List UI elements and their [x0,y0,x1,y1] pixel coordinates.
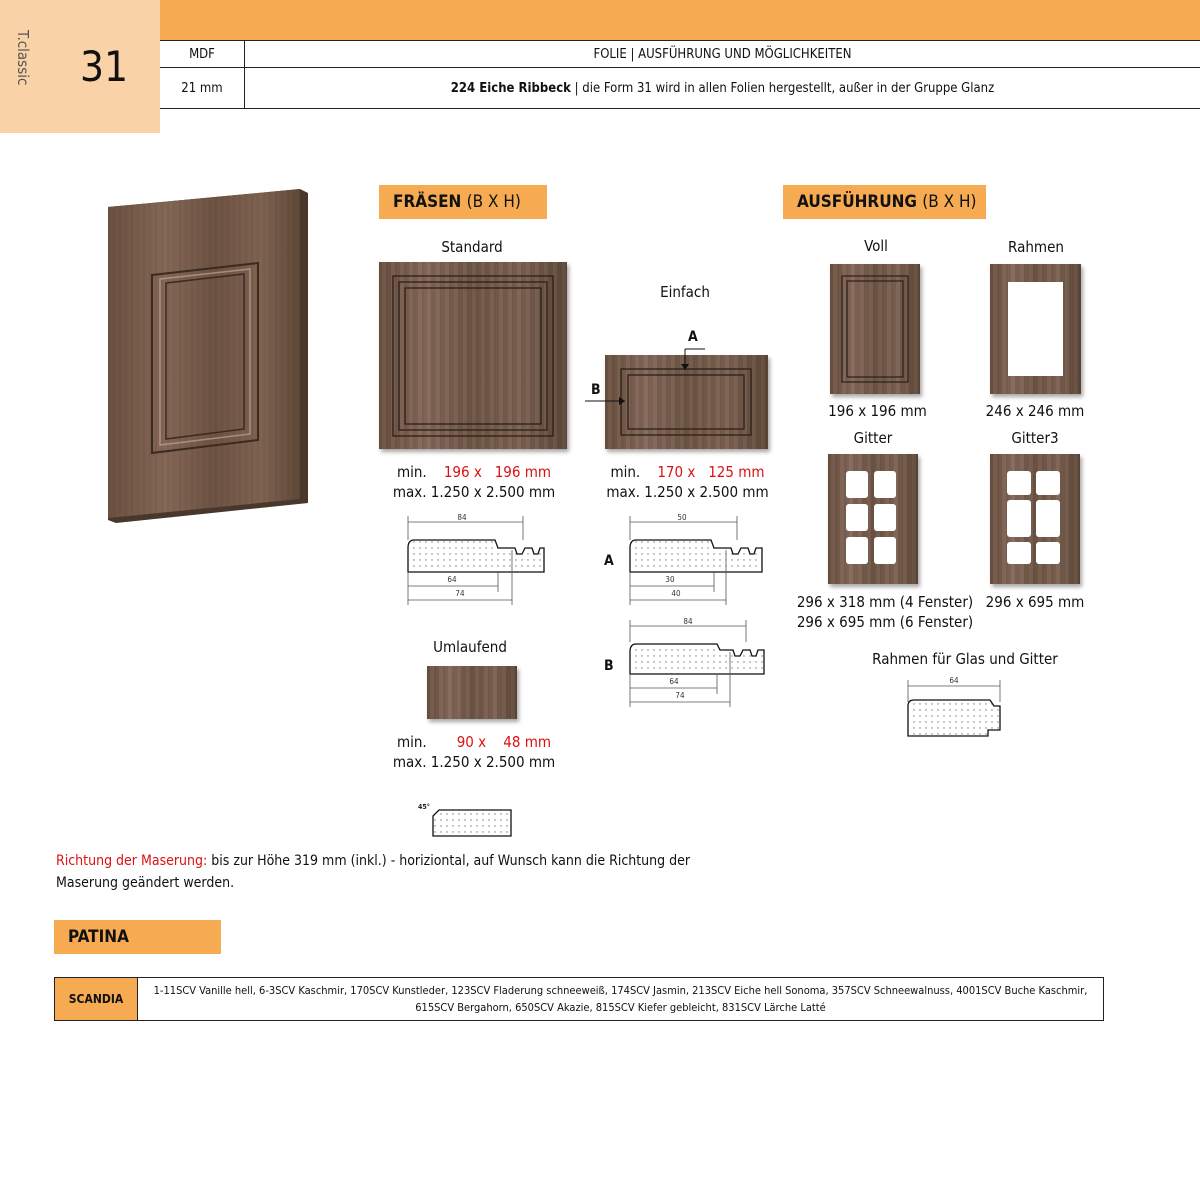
rahmen-opening [1008,282,1063,376]
ausfuehrung-header: AUSFÜHRUNG (B X H) [783,185,986,219]
standard-min: min. 196 x 196 mm [396,463,552,481]
scandia-colors: 1-11SCV Vanille hell, 6-3SCV Kaschmir, 170SCV Kunstleder, 123SCV Fladerung schneeweiß, 174SCV Jasmin, 213SCV Eiche hell Sonoma, 357SCV Schneewalnuss, 4001SCV Buche Kaschmir, 615SCV Bergahorn, 650SCV Akazie, 815SCV Kiefer gebleicht, 831SCV Lärche Latté [138,978,1104,1021]
umlaufend-sample [427,666,517,719]
standard-profile-top: 84 [457,513,467,522]
patina-header: PATINA [54,920,221,954]
spec-table [160,40,1200,109]
gitter3-size: 296 x 695 mm [985,593,1085,611]
door-product-image [100,185,315,525]
standard-profile-b2: 74 [455,589,465,598]
umlaufend-max: max. 1.250 x 2.500 mm [392,753,556,771]
brand-logo: T.classic [14,30,32,86]
rahmen-label: Rahmen [1008,238,1064,256]
gitter-size-1: 296 x 318 mm (4 Fenster) [796,593,974,611]
table-row [55,978,1104,1021]
standard-label: Standard [441,238,503,256]
umlaufend-label: Umlaufend [433,638,507,656]
frame-profile-top: 64 [949,676,959,685]
einfach-label: Einfach [660,283,710,301]
profile-b-b1: 64 [669,677,679,686]
umlaufend-min: min. 90 x 48 mm [396,733,552,751]
profile-a-b2: 40 [671,589,681,598]
rahmen-size: 246 x 246 mm [985,402,1085,420]
gitter3-label: Gitter3 [1011,429,1059,447]
mdf-header: MDF [160,41,245,68]
rahmen-sample [990,264,1081,394]
mdf-value: 21 mm [160,68,245,109]
grain-direction-note: Richtung der Maserung: bis zur Höhe 319 mm (inkl.) - horiziontal, auf Wunsch kann die Richtung der Maserung geändert werden. [56,853,691,891]
umlaufend-angle: 45° [418,803,430,811]
profile-a-b1: 30 [665,575,675,584]
profile-a-label: A [604,553,614,569]
gitter-sample [828,454,918,584]
header-bar [160,0,1200,40]
voll-label: Voll [864,237,888,255]
profile-b-drawing [622,612,772,707]
fraesen-header: FRÄSEN (B X H) [379,185,547,219]
standard-profile-drawing [400,510,550,605]
voll-size: 196 x 196 mm [828,402,927,420]
gitter-label: Gitter [853,429,893,447]
frame-profile-drawing [900,672,1010,742]
einfach-min: min. 170 x 125 mm [610,463,765,481]
voll-sample [830,264,920,394]
gitter-size-2: 296 x 695 mm (6 Fenster) [796,613,974,631]
frame-profile-label: Rahmen für Glas und Gitter [872,650,1058,668]
marker-a: A [688,329,698,345]
standard-profile-b1: 64 [447,575,457,584]
profile-b-label: B [604,658,614,674]
patina-table [54,977,1104,1021]
einfach-max: max. 1.250 x 2.500 mm [606,483,769,501]
umlaufend-profile-drawing [415,800,515,840]
folie-value: 224 Eiche Ribbeck | die Form 31 wird in allen Folien hergestellt, außer in der Gruppe Glanz [245,68,1200,109]
marker-b: B [591,382,601,398]
profile-a-drawing [622,510,772,605]
profile-b-b2: 74 [675,691,685,700]
form-number: 31 [80,42,129,91]
standard-max: max. 1.250 x 2.500 mm [392,483,556,501]
standard-sample [379,262,567,449]
folie-header: FOLIE | AUSFÜHRUNG UND MÖGLICHKEITEN [245,41,1200,68]
profile-b-top: 84 [683,617,693,626]
gitter3-sample [990,454,1080,584]
profile-a-top: 50 [677,513,687,522]
scandia-label: SCANDIA [55,978,138,1021]
